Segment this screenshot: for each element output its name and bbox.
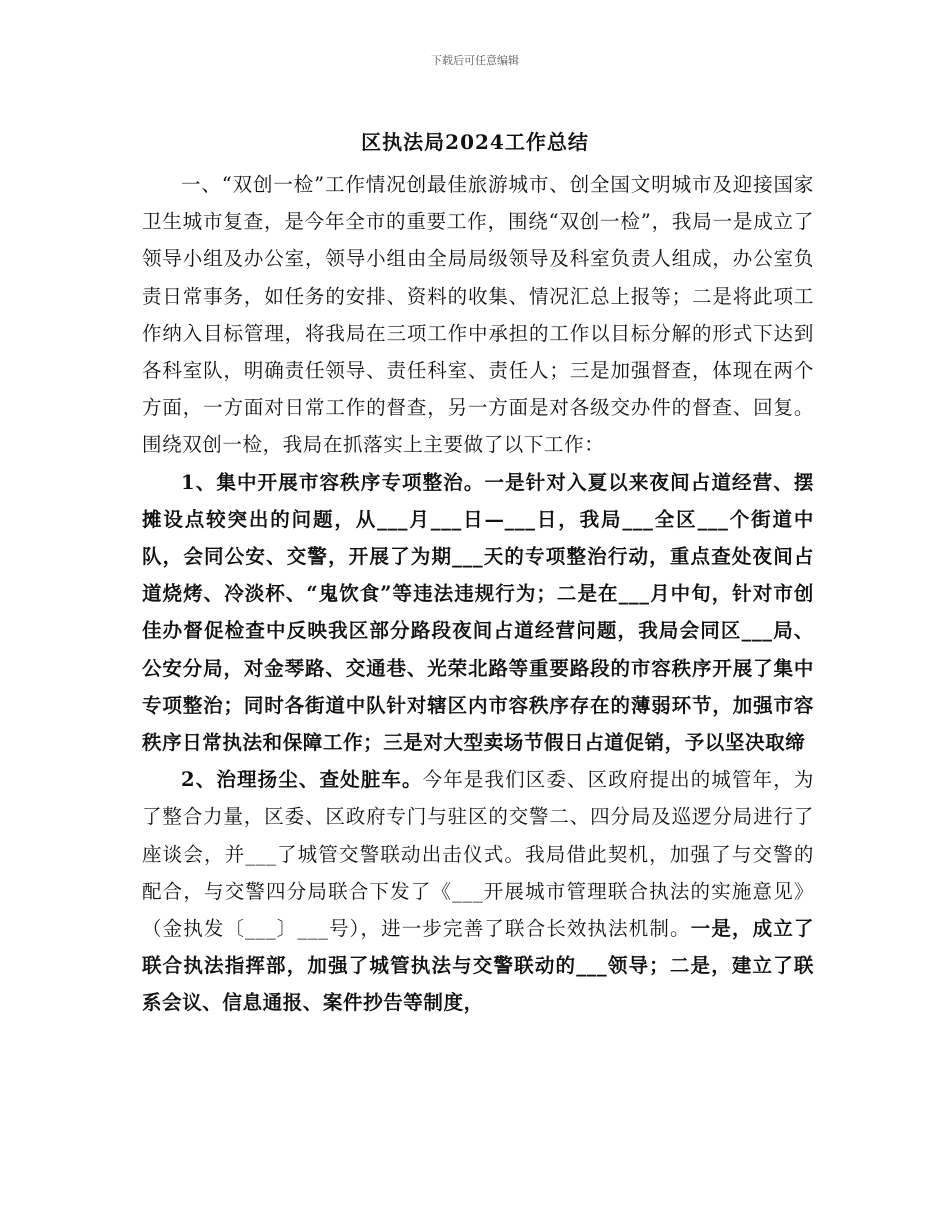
- paragraph-3-run-1: 2、治理扬尘、查处脏车。: [181, 768, 423, 792]
- paragraph-1-run-1: 一、“双创一检”工作情况创最佳旅游城市、创全国文明城市及迎接国家卫生城市复查，是今年全市的重要工作，围绕“双创一检”，我局一是成立了领导小组及办公室，领导小组由全局局级领导及科室负责人组成，办公室负责日常事务，如任务的安排、资料的收集、情况汇总上报等；二是将此项工作纳入目标管理，将我局在三项工作中承担的工作以目标分解的形式下达到各科室队，明确责任领导、责任科室、责任人；三是加强督查，体现在两个方面，一方面对日常工作的督查，另一方面是对各级交办件的督查、回复。围绕双创一检，我局在抓落实上主要做了以下工作：: [142, 173, 814, 457]
- paragraph-3: [142, 761, 814, 1021]
- paragraph-3-run-3: 一是，成立了联合执法指挥部，加强了城管执法与交警联动的___领导；二是，建立了联系会议、信息通报、案件抄告等制度，: [142, 917, 814, 1015]
- paragraph-2-run-1: 1、集中开展市容秩序专项整治。一是针对入夏以来夜间占道经营、摆摊设点较突出的问题，从___月___日—___日，我局___全区___个街道中队，会同公安、交警，开展了为期___天的专项整治行动，重点查处夜间占道烧烤、冷淡杯、“鬼饮食”等违法违规行为；二是在___月中旬，针对市创佳办督促检查中反映我区部分路段夜间占道经营问题，我局会同区___局、公安分局，对金琴路、交通巷、光荣北路等重要路段的市容秩序开展了集中专项整治；同时各街道中队针对辖区内市容秩序存在的薄弱环节，加强市容秩序日常执法和保障工作；三是对大型卖场节假日占道促销，予以坚决取缔: [142, 470, 814, 755]
- document-title: 区执法局2024工作总结: [361, 130, 589, 154]
- header-note: 下载后可任意编辑: [431, 54, 519, 67]
- paragraph-1: [142, 166, 814, 464]
- document-body: [142, 166, 814, 1022]
- paragraph-2: [142, 464, 814, 762]
- paragraph-3-run-2: 今年是我们区委、区政府提出的城管年，为了整合力量，区委、区政府专门与驻区的交警二、四分局及巡逻分局进行了座谈会，并___了城管交警联动出击仪式。我局借此契机，加强了与交警的配合，与交警四分局联合下发了《___开展城市管理联合执法的实施意见》（金执发〔___〕___号），进一步完善了联合长效执法机制。: [142, 768, 814, 941]
